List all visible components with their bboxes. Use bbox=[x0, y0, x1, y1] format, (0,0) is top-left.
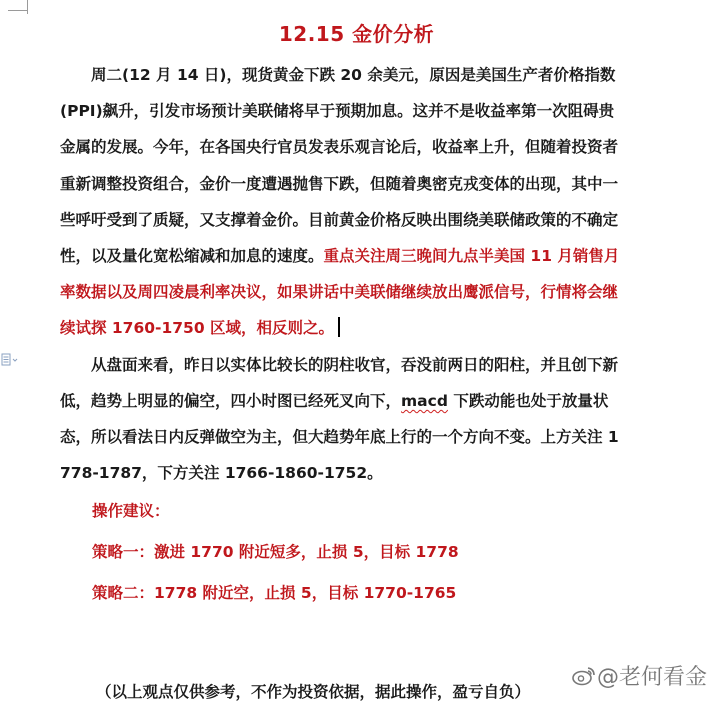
highlight-text: 重点关注周三晚间九点半美国 11 月销售月率数据以及周四凌晨利率决议，如果讲话中美联储继续放出鹰派信号，行情将会继续试探 1760-1750 区域，相反则之。 bbox=[60, 247, 620, 338]
operation-heading: 操作建议： bbox=[92, 502, 170, 521]
page-title: 12.15 金价分析 bbox=[278, 22, 435, 46]
paragraph-text: 从盘面来看，昨日以实体比较长的阴柱收官，吞没前两日的阳柱，并且创下新低，趋势上明显的偏空，四小时图已经死叉向下， bbox=[60, 355, 619, 410]
strategy-one: 策略一：激进 1770 附近短多，止损 5，目标 1778 bbox=[92, 543, 459, 562]
text-cursor bbox=[338, 317, 340, 337]
document-small-icon bbox=[0, 352, 20, 368]
paragraph-text: 周二(12 月 14 日)，现货黄金下跌 20 余美元，原因是美国生产者价格指数(PPI)飙升，引发市场预计美联储将早于预期加息。这并不是收益率第一次阻碍贵金属的发展。今年，在各国央行官员发表乐观言论后，收益率上升，但随着投资者重新调整投资组合，金价一度遭遇抛售下跌，但随着奥密克戎变体的出现，其中一些呼吁受到了质疑，又支撑着金价。目前黄金价格反映出围绕美联储政策的不确定性，以及量化宽松缩减和加息的速度。 bbox=[60, 66, 619, 266]
paragraph-text: 下跌动能也处于放量状态，所以看法日内反弹做空为主，但大趋势年底上行的一个方向不变。上方关注 1778-1787，下方关注 1766-1860-1752。 bbox=[60, 391, 619, 483]
watermark bbox=[571, 660, 707, 691]
disclaimer: （以上观点仅供参考，不作为投资依据，据此操作，盈亏自负） bbox=[96, 683, 531, 701]
weibo-logo-icon bbox=[571, 665, 597, 687]
paragraph-market-news bbox=[60, 57, 620, 347]
margin-corner-line bbox=[27, 0, 28, 14]
strategy-two: 策略二：1778 附近空，止损 5，目标 1770-1765 bbox=[92, 584, 457, 603]
margin-corner-tick bbox=[8, 10, 28, 11]
paragraph-options-icon[interactable] bbox=[0, 352, 20, 368]
watermark-text: @老何看金 bbox=[596, 665, 707, 690]
paragraph-technical-analysis bbox=[60, 347, 620, 492]
spellcheck-word[interactable]: macd bbox=[401, 391, 448, 410]
article-body[interactable] bbox=[60, 57, 620, 614]
